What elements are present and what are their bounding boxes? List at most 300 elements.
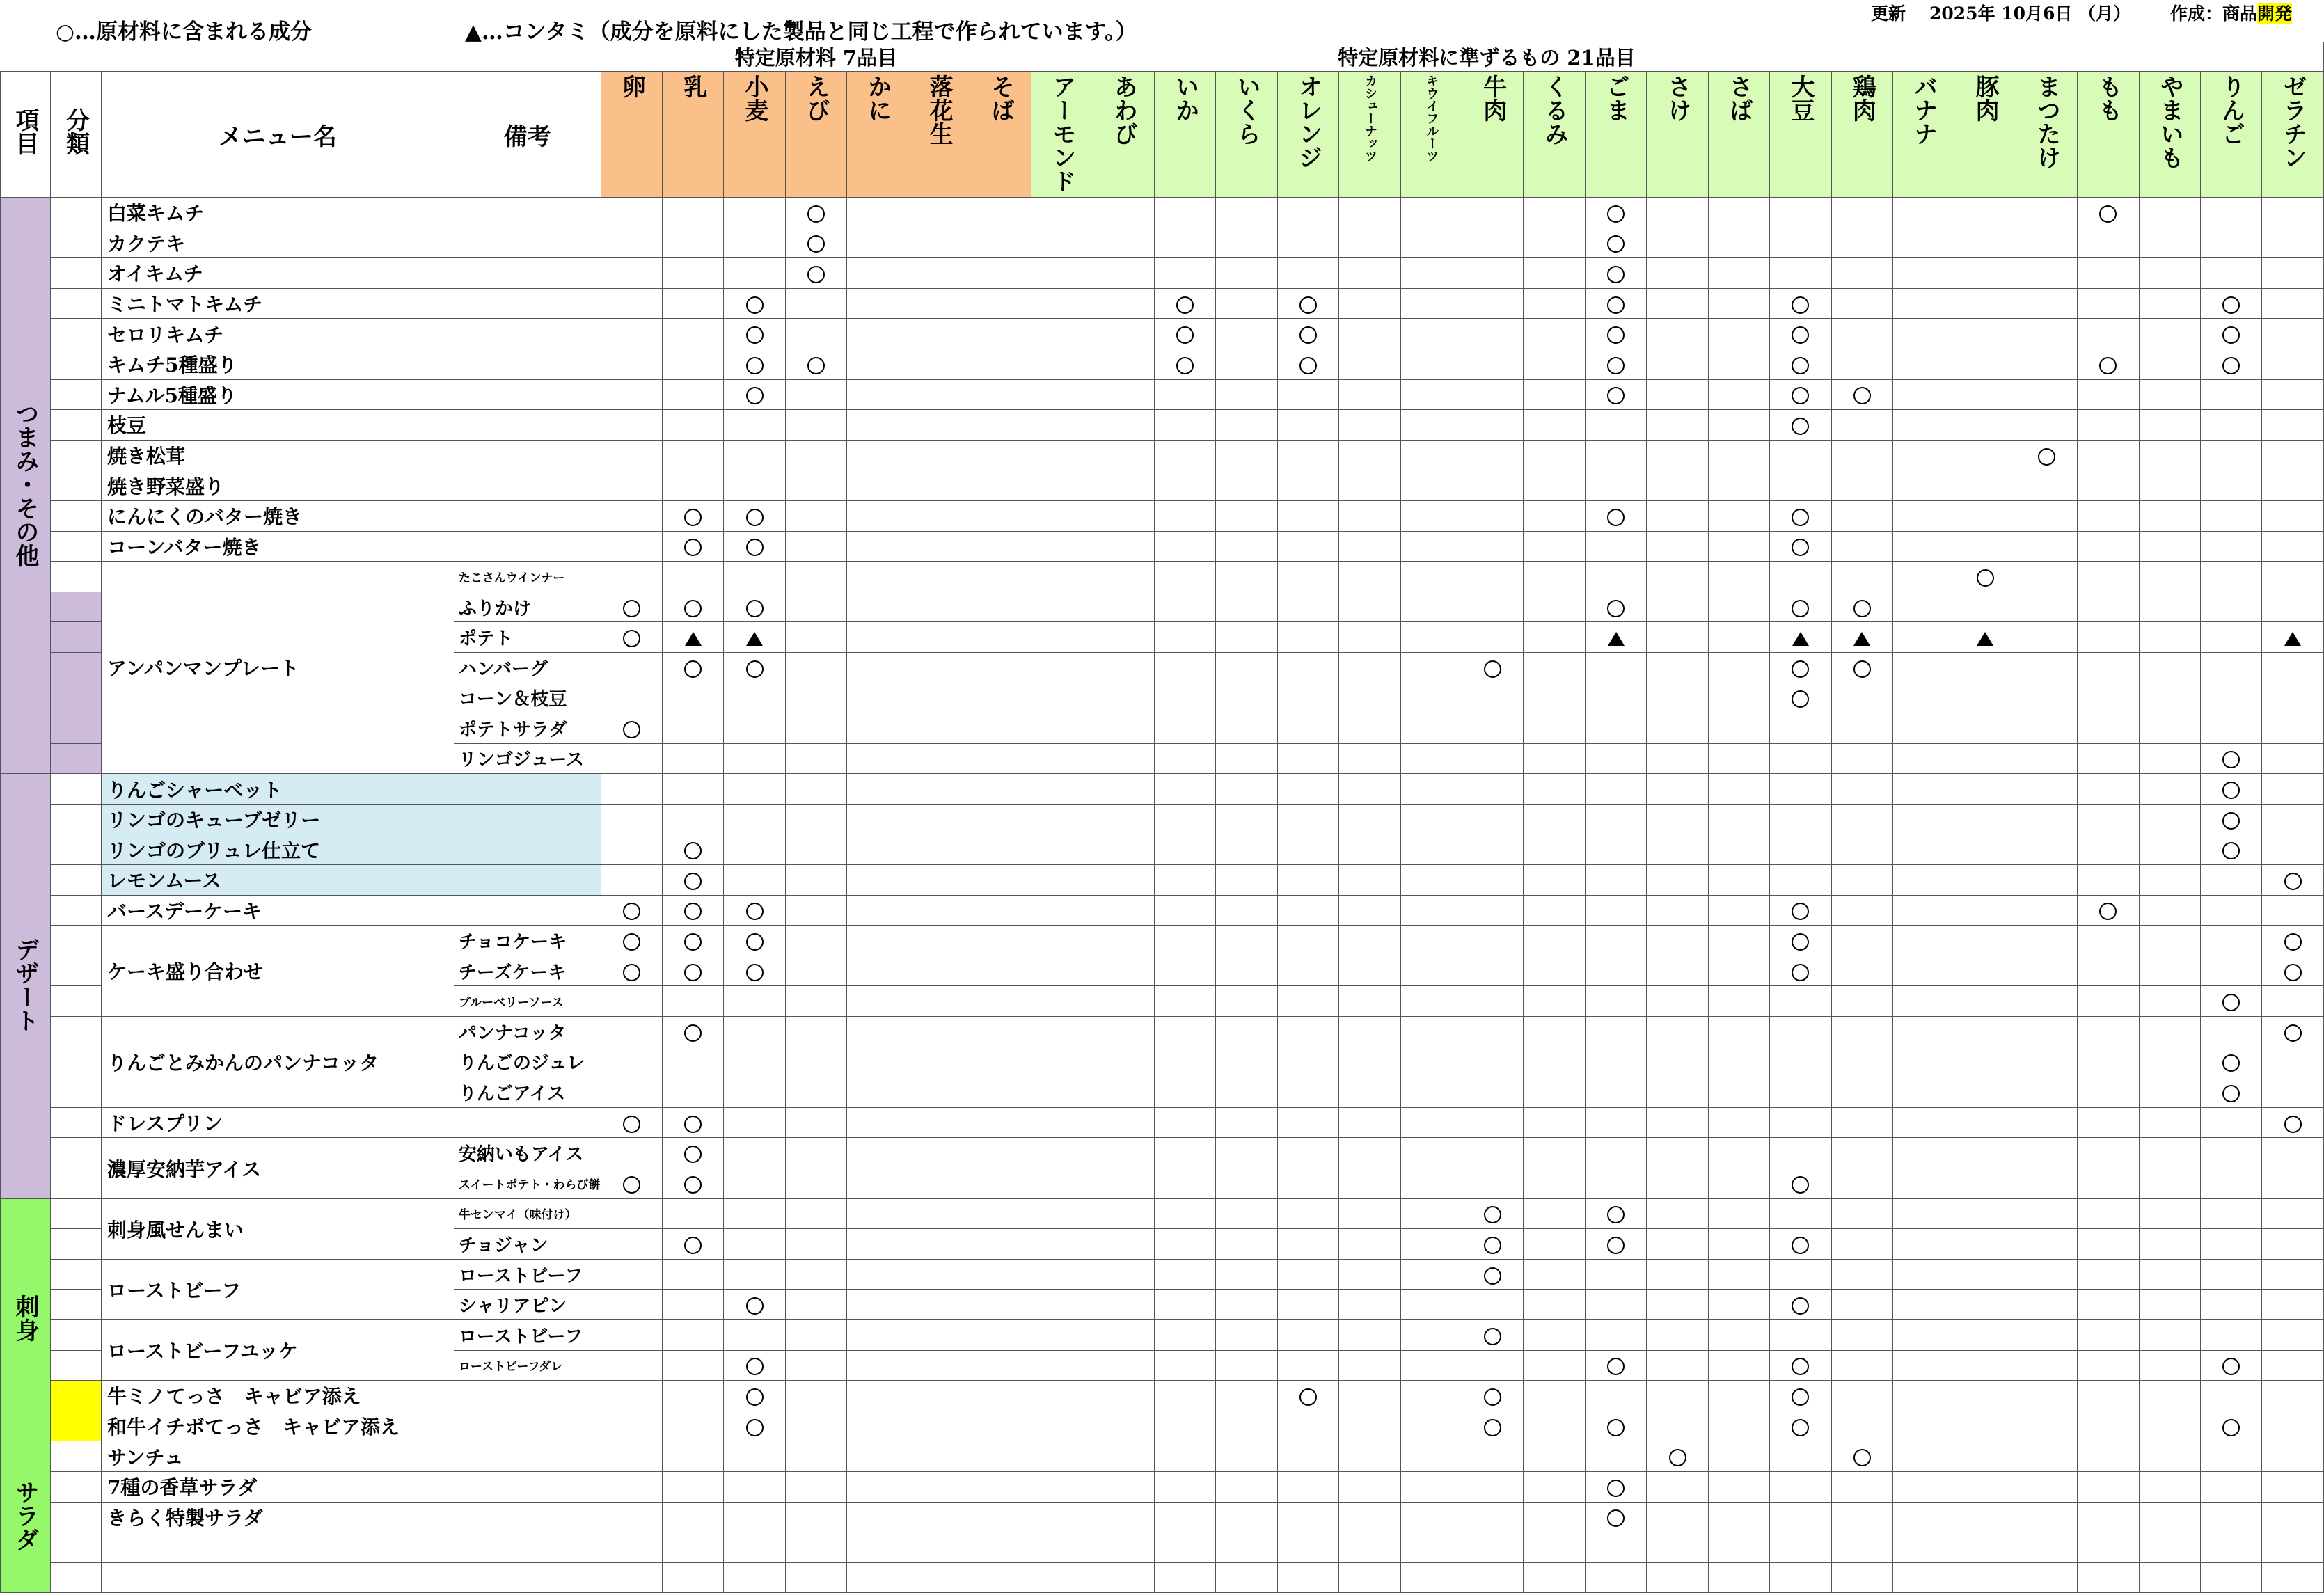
allergen-cell [1155,1411,1216,1441]
allergen-cell [1155,1441,1216,1472]
allergen-cell [662,1471,723,1502]
allergen-cell [2200,743,2261,774]
allergen-label: オレンジ [1294,74,1322,169]
note-cell [454,228,601,258]
table-row [1,228,2324,258]
allergen-cell [601,1290,662,1320]
allergen-cell [2078,865,2139,896]
allergen-cell [2078,410,2139,441]
allergen-cell [1216,1138,1277,1168]
allergen-cell [1339,500,1400,531]
allergen-cell [662,1229,723,1260]
allergen-cell [847,956,908,986]
allergen-cell [1093,1259,1154,1290]
allergen-cell [1954,1259,2016,1290]
allergen-cell [2200,1229,2261,1260]
allergen-cell [1892,1532,1954,1563]
allergen-cell [847,1502,908,1532]
class-cell [50,774,101,805]
allergen-cell [1647,1168,1708,1199]
allergen-cell [970,1319,1031,1350]
allergen-cell [2139,349,2200,379]
allergen-cell [724,1198,785,1229]
allergen-cell [970,258,1031,289]
allergen-cell [1770,1502,1831,1532]
allergen-cell [2016,1471,2077,1502]
table-row [1,258,2324,289]
allergen-cell [970,440,1031,470]
note-cell [454,774,601,805]
circle-mark-icon [1176,326,1194,344]
allergen-cell [1339,1290,1400,1320]
allergen-cell [2016,1319,2077,1350]
allergen-cell [2262,1290,2324,1320]
allergen-cell [1462,713,1524,744]
allergen-cell [908,410,970,441]
allergen-cell [2078,1047,2139,1077]
allergen-cell [785,926,846,956]
allergen-cell [1892,652,1954,683]
allergen-cell [1216,288,1277,319]
allergen-cell [2262,1168,2324,1199]
allergen-cell [1462,592,1524,622]
circle-mark-icon [684,1116,702,1133]
allergen-cell [1708,986,1769,1017]
allergen-cell [1093,622,1154,653]
allergen-cell [2016,1107,2077,1138]
allergen-cell [2016,1077,2077,1108]
allergen-cell [847,198,908,228]
circle-mark-icon [1792,1297,1809,1315]
allergen-cell [1093,1471,1154,1502]
allergen-cell [1400,683,1462,713]
table-row [1,895,2324,926]
allergen-cell [1892,198,1954,228]
allergen-cell [1400,1107,1462,1138]
allergen-cell [2262,349,2324,379]
allergen-cell [908,500,970,531]
allergen-cell [1216,1532,1277,1563]
allergen-cell [847,1411,908,1441]
allergen-cell [1462,986,1524,1017]
allergen-cell [601,956,662,986]
circle-mark-icon [1792,1419,1809,1436]
allergen-cell [1770,1532,1831,1563]
allergen-label: そば [986,74,1015,122]
allergen-cell [1585,895,1646,926]
allergen-cell [1647,1229,1708,1260]
allergen-cell [1093,1198,1154,1229]
allergen-cell [970,562,1031,592]
allergen-cell [1708,926,1769,956]
menu-name: ケーキ盛り合わせ [101,926,454,1017]
allergen-cell [724,1138,785,1168]
allergen-cell [2078,1319,2139,1350]
allergen-cell [2016,1138,2077,1168]
table-row [1,1017,2324,1047]
allergen-cell [2262,1471,2324,1502]
allergen-cell [1031,1441,1093,1472]
allergen-cell [1339,1319,1400,1350]
allergen-cell [1400,1502,1462,1532]
allergen-cell [1647,1350,1708,1381]
allergen-cell [1339,1198,1400,1229]
allergen-cell [908,288,970,319]
circle-mark-icon [2222,326,2240,344]
allergen-cell [847,774,908,805]
allergen-cell [2016,228,2077,258]
allergen-cell [2078,1471,2139,1502]
allergen-cell [2139,1502,2200,1532]
allergen-cell [2139,1198,2200,1229]
allergen-cell [785,258,846,289]
allergen-cell [1647,1047,1708,1077]
allergen-cell [1093,986,1154,1017]
note-cell: りんごのジュレ [454,1047,601,1077]
note-cell: 牛センマイ（味付け） [454,1198,601,1229]
allergen-cell [2078,592,2139,622]
circle-mark-icon [1607,326,1625,344]
allergen-cell [1339,774,1400,805]
allergen-cell [1339,440,1400,470]
allergen-cell [1524,1502,1585,1532]
allergen-cell [1585,1532,1646,1563]
circle-mark-icon [1484,660,1501,678]
allergen-cell [1647,440,1708,470]
circle-mark-icon [746,509,764,526]
allergen-cell [1031,743,1093,774]
allergen-cell [2200,1138,2261,1168]
allergen-cell [2016,349,2077,379]
allergen-cell [1770,1441,1831,1472]
allergen-cell [1339,1077,1400,1108]
allergen-cell [1277,1471,1338,1502]
category-label: 刺身 [10,1294,39,1342]
allergen-cell [1892,774,1954,805]
allergen-cell [1339,834,1400,865]
allergen-cell [2016,834,2077,865]
allergen-cell [1339,1138,1400,1168]
note-cell: チーズケーキ [454,956,601,986]
allergen-cell [601,1471,662,1502]
allergen-cell [908,956,970,986]
allergen-cell [2200,258,2261,289]
allergen-cell [2262,956,2324,986]
menu-name [101,1532,454,1563]
allergen-cell [1524,1562,1585,1593]
menu-name: バースデーケーキ [101,895,454,926]
allergen-cell [1708,470,1769,501]
allergen-cell [1647,258,1708,289]
allergen-cell [1216,1562,1277,1593]
circle-mark-icon [746,1358,764,1375]
allergen-cell [1892,1138,1954,1168]
allergen-cell [2139,319,2200,349]
allergen-cell [1954,622,2016,653]
allergen-cell [2200,804,2261,834]
menu-name: コーンバター焼き [101,531,454,562]
allergen-cell [1647,1077,1708,1108]
class-cell [50,1138,101,1168]
allergen-cell [1400,1350,1462,1381]
allergen-cell [1524,1107,1585,1138]
allergen-cell [1031,713,1093,744]
allergen-cell [2200,652,2261,683]
table-row [1,1198,2324,1229]
allergen-label: 卵 [617,74,646,98]
allergen-cell [785,1198,846,1229]
group21-header: 特定原材料に準ずるもの 21品目 [1031,42,2324,72]
allergen-cell [1708,1047,1769,1077]
allergen-cell [2078,622,2139,653]
table-row [1,319,2324,349]
allergen-cell [1524,622,1585,653]
allergen-cell [1462,379,1524,410]
allergen-cell [1155,228,1216,258]
allergen-cell [785,500,846,531]
allergen-cell [847,228,908,258]
circle-mark-icon [746,964,764,981]
circle-mark-icon [1792,357,1809,374]
allergen-cell [1031,1290,1093,1320]
allergen-cell [662,1502,723,1532]
allergen-cell [1400,562,1462,592]
col-class-label: 分類 [61,107,90,155]
allergen-cell [1216,349,1277,379]
allergen-cell [785,1017,846,1047]
allergen-cell [601,258,662,289]
circle-mark-icon [1484,1388,1501,1406]
allergen-cell [1892,379,1954,410]
allergen-cell [1462,1198,1524,1229]
note-cell: チョコケーキ [454,926,601,956]
note-cell: 安納いもアイス [454,1138,601,1168]
allergen-cell [1031,1259,1093,1290]
allergen-cell [1031,1562,1093,1593]
allergen-cell [2200,319,2261,349]
col-menu-header: メニュー名 [101,72,454,198]
allergen-cell [1277,865,1338,896]
allergen-cell [1277,1229,1338,1260]
allergen-cell [970,410,1031,441]
allergen-table [0,42,2324,1593]
allergen-cell [1647,288,1708,319]
allergen-cell [2078,531,2139,562]
allergen-cell [2200,865,2261,896]
allergen-cell [2262,986,2324,1017]
allergen-cell [1031,288,1093,319]
allergen-cell [724,713,785,744]
allergen-cell [1647,379,1708,410]
allergen-label: アーモンド [1048,74,1076,193]
allergen-cell [601,1381,662,1411]
allergen-cell [847,470,908,501]
circle-mark-icon [2222,1085,2240,1102]
menu-name: キムチ5種盛り [101,349,454,379]
note-cell: パンナコッタ [454,1017,601,1047]
allergen-cell [1831,622,1892,653]
allergen-cell [1647,470,1708,501]
allergen-cell [662,228,723,258]
allergen-cell [1093,1047,1154,1077]
allergen-cell [1892,1047,1954,1077]
allergen-cell [1585,1229,1646,1260]
allergen-cell [1770,713,1831,744]
allergen-cell [1770,1411,1831,1441]
allergen-cell [1155,622,1216,653]
allergen-cell [1585,1017,1646,1047]
allergen-cell [1339,1411,1400,1441]
allergen-cell [1400,1290,1462,1320]
table-row [1,1441,2324,1472]
circle-mark-icon [2284,1024,2302,1042]
allergen-cell [1216,1502,1277,1532]
allergen-cell [1524,349,1585,379]
allergen-cell [970,1107,1031,1138]
allergen-cell [1031,592,1093,622]
allergen-cell [1400,1471,1462,1502]
allergen-cell [1892,1259,1954,1290]
circle-mark-icon [1792,509,1809,526]
allergen-cell [2016,986,2077,1017]
allergen-cell [1031,1471,1093,1502]
allergen-cell [601,1411,662,1441]
allergen-cell [662,652,723,683]
allergen-cell [1585,258,1646,289]
allergen-cell [662,1350,723,1381]
allergen-cell [1093,319,1154,349]
allergen-cell [1093,895,1154,926]
allergen-cell [1093,865,1154,896]
note-cell [454,379,601,410]
allergen-cell [724,1077,785,1108]
allergen-cell [1831,1047,1892,1077]
allergen-cell [601,1107,662,1138]
allergen-cell [1277,1441,1338,1472]
allergen-cell [908,1411,970,1441]
allergen-cell [1954,1229,2016,1260]
allergen-cell [2078,1290,2139,1320]
allergen-cell [601,1198,662,1229]
allergen-header [1524,72,1585,198]
allergen-cell [1647,834,1708,865]
allergen-cell [785,1290,846,1320]
allergen-cell [1524,531,1585,562]
allergen-cell [1216,774,1277,805]
allergen-cell [1585,804,1646,834]
allergen-cell [1400,592,1462,622]
allergen-cell [1155,1077,1216,1108]
allergen-cell [847,500,908,531]
allergen-cell [908,652,970,683]
allergen-cell [1524,379,1585,410]
allergen-cell [2016,1198,2077,1229]
update-label: 更新 [1871,3,1906,24]
allergen-cell [662,865,723,896]
allergen-cell [1954,1168,2016,1199]
allergen-cell [1216,319,1277,349]
note-cell [454,804,601,834]
allergen-cell [2078,1077,2139,1108]
allergen-cell [662,834,723,865]
allergen-cell [1093,531,1154,562]
triangle-mark-icon [1977,632,1993,646]
allergen-cell [2262,1017,2324,1047]
circle-mark-icon [746,539,764,556]
circle-mark-icon [2222,1419,2240,1436]
allergen-cell [1339,743,1400,774]
allergen-cell [1277,1107,1338,1138]
allergen-cell [847,1198,908,1229]
allergen-cell [847,743,908,774]
allergen-cell [2078,1229,2139,1260]
allergen-cell [2200,956,2261,986]
allergen-cell [1216,228,1277,258]
allergen-cell [601,228,662,258]
allergen-cell [724,895,785,926]
allergen-cell [1524,1441,1585,1472]
allergen-cell [785,1471,846,1502]
allergen-cell [1462,1047,1524,1077]
allergen-cell [970,1350,1031,1381]
allergen-cell [2200,440,2261,470]
group7-header: 特定原材料 7品目 [601,42,1031,72]
allergen-cell [847,1441,908,1472]
allergen-cell [662,956,723,986]
allergen-cell [1892,834,1954,865]
allergen-cell [1708,774,1769,805]
allergen-cell [1400,713,1462,744]
allergen-cell [847,1471,908,1502]
allergen-cell [2078,258,2139,289]
class-cell [50,956,101,986]
allergen-cell [1585,1077,1646,1108]
note-cell: たこさんウインナー [454,562,601,592]
circle-mark-icon [2284,873,2302,890]
class-cell [50,1502,101,1532]
allergen-cell [1647,986,1708,1017]
allergen-cell [724,1471,785,1502]
allergen-cell [1770,743,1831,774]
menu-name: カクテキ [101,228,454,258]
allergen-cell [2139,1077,2200,1108]
allergen-cell [2139,562,2200,592]
note-cell: ローストビーフ [454,1259,601,1290]
allergen-header [1031,72,1093,198]
allergen-cell [1339,562,1400,592]
table-row [1,1381,2324,1411]
class-cell [50,895,101,926]
allergen-cell [724,1532,785,1563]
allergen-cell [601,713,662,744]
allergen-cell [785,1319,846,1350]
menu-name: サンチュ [101,1441,454,1472]
allergen-cell [1954,1502,2016,1532]
allergen-cell [1585,1047,1646,1077]
allergen-cell [1277,319,1338,349]
allergen-cell [1647,228,1708,258]
class-cell [50,652,101,683]
allergen-cell [1277,743,1338,774]
allergen-header [2139,72,2200,198]
allergen-cell [1647,1259,1708,1290]
allergen-cell [2262,1441,2324,1472]
allergen-cell [1155,531,1216,562]
allergen-cell [970,713,1031,744]
allergen-cell [2078,804,2139,834]
allergen-cell [1770,1168,1831,1199]
note-cell [454,349,601,379]
